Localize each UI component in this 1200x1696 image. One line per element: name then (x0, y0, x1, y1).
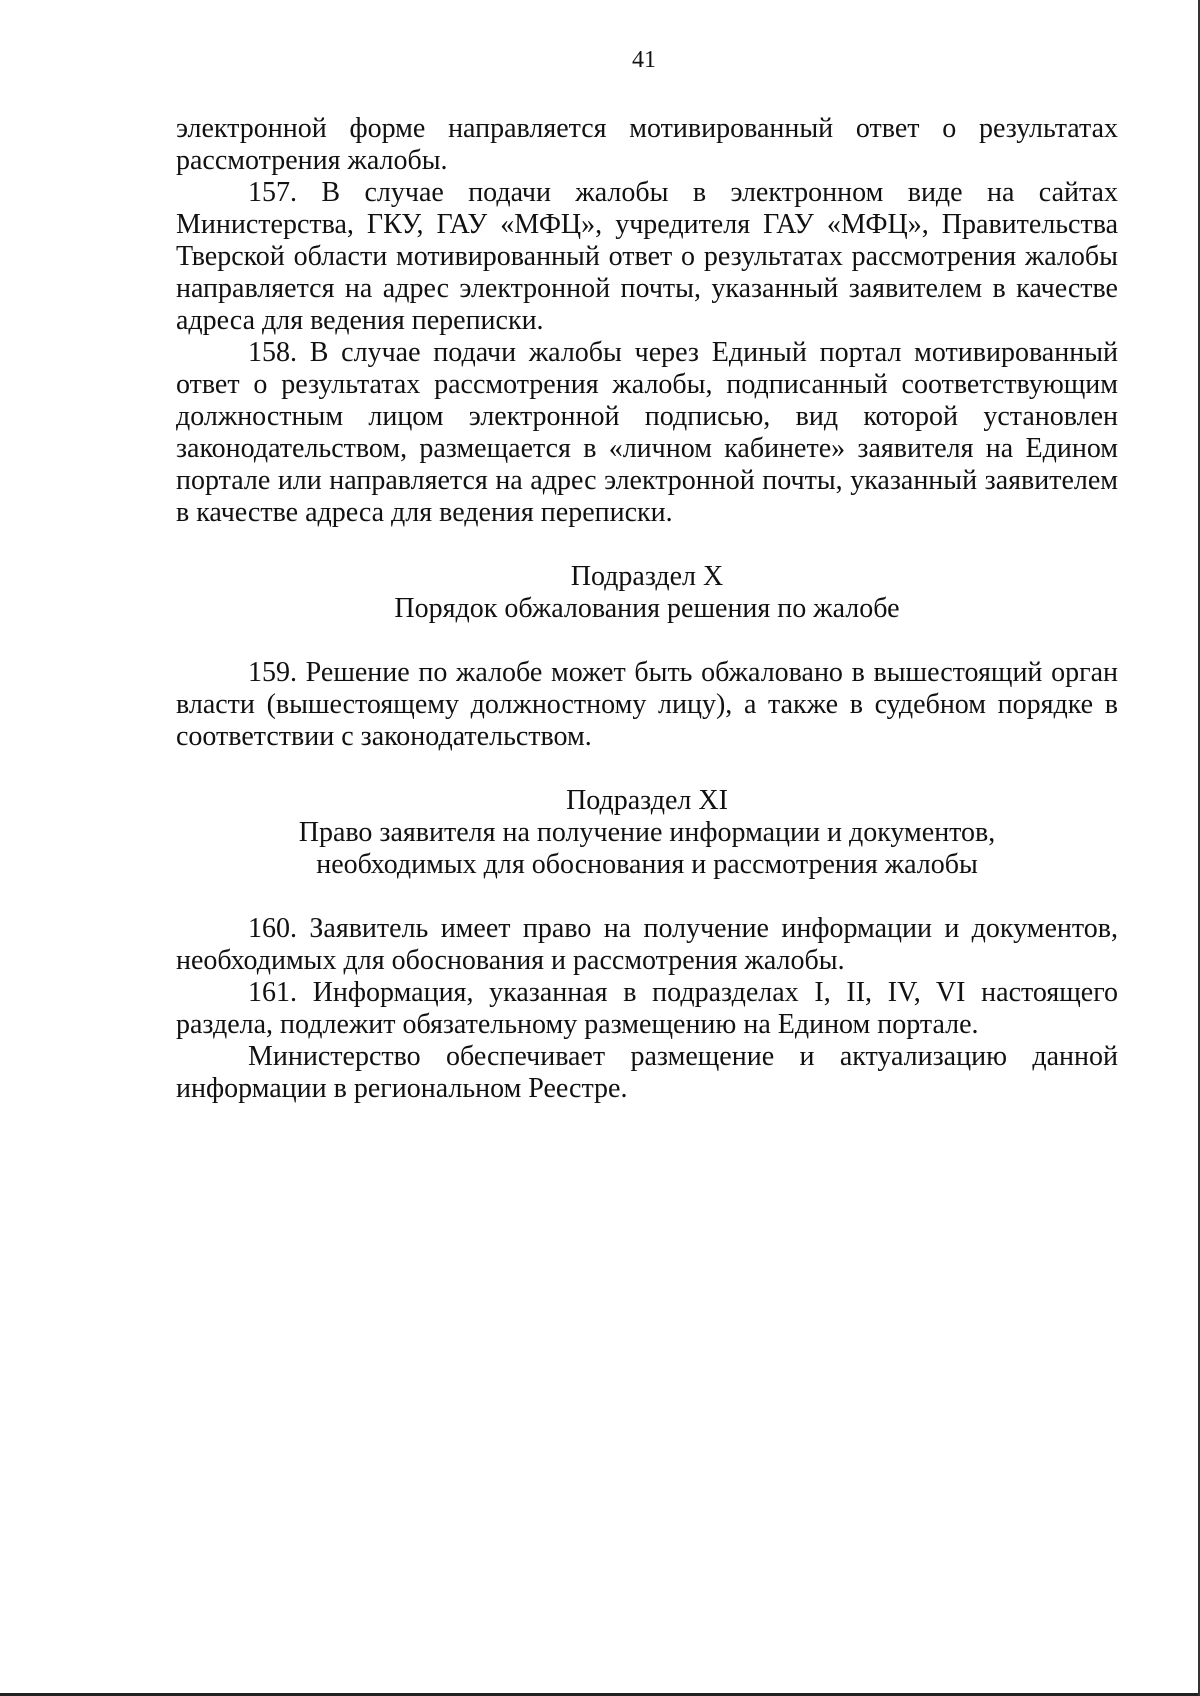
subsection-10-heading (176, 561, 1118, 625)
subsection-11-title-line2: необходимых для обоснования и рассмотрения жалобы (316, 849, 978, 880)
paragraph-158: 158. В случае подачи жалобы через Единый портал мотивированный ответ о результатах рассмотрения жалобы, подписанный соответствующим должностным лицом электронной подписью, вид которой установлен законодательством, размещается в «личном кабинете» заявителя на Едином портале или направляется на адрес электронной почты, указанный заявителем в качестве адреса для ведения переписки. (176, 337, 1118, 528)
subsection-11-number: Подраздел XI (566, 785, 728, 816)
paragraph-continuation: электронной форме направляется мотивированный ответ о результатах рассмотрения жалобы. (176, 113, 1118, 176)
paragraph-161-continuation: Министерство обеспечивает размещение и актуализацию данной информации в региональном Реестре. (176, 1041, 1118, 1104)
paragraph-160: 160. Заявитель имеет право на получение информации и документов, необходимых для обоснования и рассмотрения жалобы. (176, 913, 1118, 976)
subsection-10-number: Подраздел X (570, 561, 724, 592)
paragraph-161: 161. Информация, указанная в подразделах I, II, IV, VI настоящего раздела, подлежит обязательному размещению на Едином портале. (176, 977, 1118, 1040)
subsection-11-heading (176, 785, 1118, 881)
subsection-11-title-line1: Право заявителя на получение информации и документов, (298, 817, 996, 848)
paragraph-157: 157. В случае подачи жалобы в электронном виде на сайтах Министерства, ГКУ, ГАУ «МФЦ», учредителя ГАУ «МФЦ», Правительства Тверской области мотивированный ответ о результатах рассмотрения жалобы направляется на адрес электронной почты, указанный заявителем в качестве адреса для ведения переписки. (176, 177, 1118, 336)
paragraph-159: 159. Решение по жалобе может быть обжаловано в вышестоящий орган власти (вышестоящему должностному лицу), а также в судебном порядке в соответствии с законодательством. (176, 657, 1118, 752)
document-body (176, 113, 1118, 1105)
subsection-10-title: Порядок обжалования решения по жалобе (394, 593, 900, 624)
page-number: 41 (632, 47, 656, 73)
